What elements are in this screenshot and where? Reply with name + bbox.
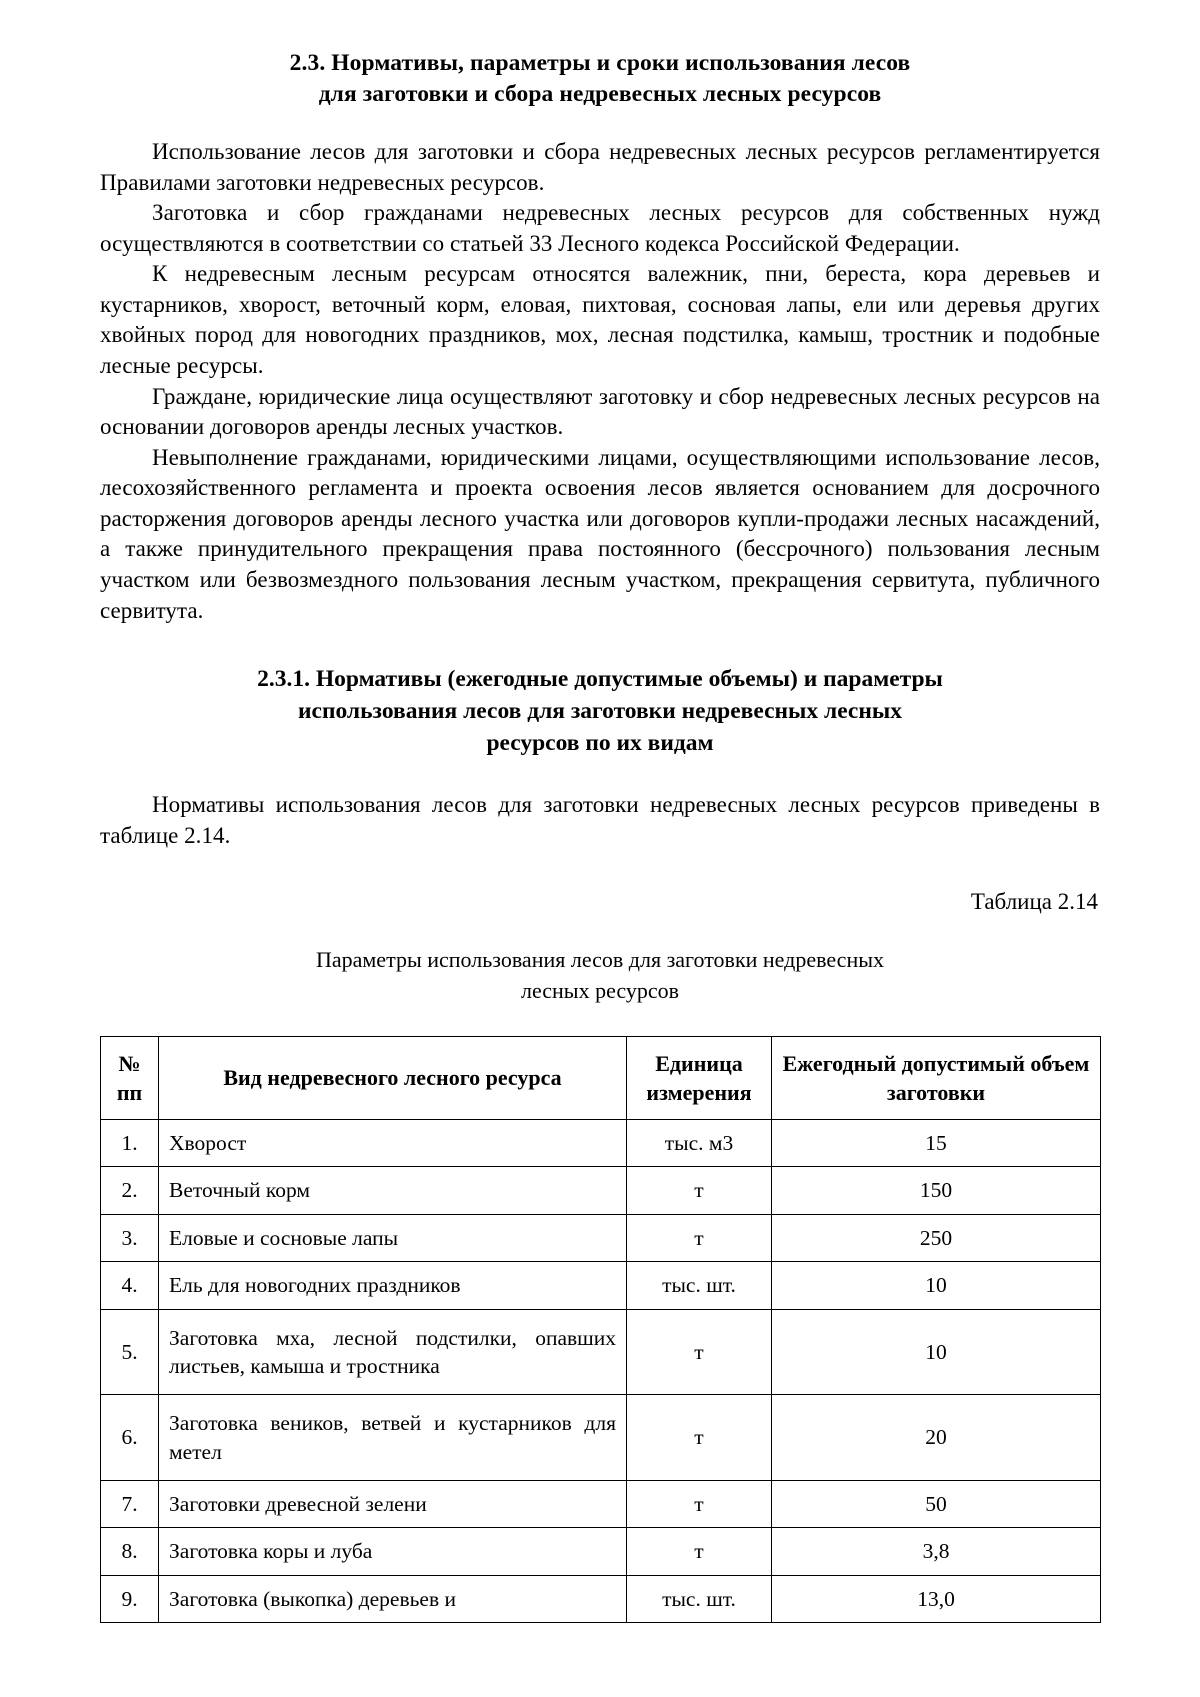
spacer	[100, 111, 1100, 137]
cell-resource: Заготовки древесной зелени	[159, 1481, 627, 1528]
table-header-row	[101, 1036, 1101, 1119]
spacer	[100, 915, 1100, 945]
cell-resource: Ель для новогодних праздников	[159, 1262, 627, 1309]
table-head	[101, 1036, 1101, 1119]
column-header-volume-line-1: Ежегодный допустимый объем	[782, 1050, 1090, 1076]
cell-resource: Заготовка мха, лесной подстилки, опавших листьев, камыша и тростника	[159, 1309, 627, 1395]
cell-resource: Заготовка коры и луба	[159, 1528, 627, 1575]
cell-number: 2.	[101, 1167, 159, 1214]
table-number-label: Таблица 2.14	[970, 889, 1098, 915]
table-row	[101, 1528, 1101, 1575]
cell-unit: тыс. шт.	[627, 1262, 772, 1309]
cell-unit: т	[627, 1481, 772, 1528]
cell-unit: тыс. шт.	[627, 1575, 772, 1622]
table-row	[101, 1309, 1101, 1395]
cell-volume: 13,0	[772, 1575, 1101, 1622]
cell-volume: 20	[772, 1395, 1101, 1481]
table-row	[101, 1262, 1101, 1309]
table-body	[101, 1120, 1101, 1623]
cell-unit: тыс. м3	[627, 1120, 772, 1167]
paragraph-2: Заготовка и сбор гражданами недревесных лесных ресурсов для собственных нужд осуществляются в соответствии со статьей 33 Лесного кодекса Российской Федерации.	[100, 200, 1100, 256]
spacer	[100, 1006, 1100, 1036]
cell-unit: т	[627, 1309, 772, 1395]
cell-unit: т	[627, 1167, 772, 1214]
column-header-volume	[772, 1036, 1101, 1119]
table-row	[101, 1167, 1101, 1214]
spacer	[100, 851, 1100, 889]
cell-number: 7.	[101, 1481, 159, 1528]
cell-unit: т	[627, 1528, 772, 1575]
column-header-unit-line-1: Единица	[655, 1050, 743, 1076]
cell-resource: Еловые и сосновые лапы	[159, 1214, 627, 1261]
cell-volume: 3,8	[772, 1528, 1101, 1575]
paragraph-1: Использование лесов для заготовки и сбора недревесных лесных ресурсов регламентируется Правилами заготовки недревесных ресурсов.	[100, 138, 1100, 195]
table-row	[101, 1120, 1101, 1167]
cell-volume: 250	[772, 1214, 1101, 1261]
parameters-table	[100, 1036, 1101, 1623]
cell-number: 9.	[101, 1575, 159, 1622]
section-heading-line-1: 2.3. Нормативы, параметры и сроки использования лесов	[289, 50, 911, 76]
cell-unit: т	[627, 1214, 772, 1261]
cell-resource: Заготовка веников, ветвей и кустарников для метел	[159, 1395, 627, 1481]
subsection-heading-line-2: использования лесов для заготовки недревесных лесных	[297, 698, 902, 725]
cell-number: 6.	[101, 1395, 159, 1481]
cell-resource: Заготовка (выкопка) деревьев и	[159, 1575, 627, 1622]
spacer	[100, 760, 1100, 790]
column-header-volume-line-2: заготовки	[886, 1079, 986, 1105]
cell-volume: 150	[772, 1167, 1101, 1214]
cell-volume: 15	[772, 1120, 1101, 1167]
cell-resource: Веточный корм	[159, 1167, 627, 1214]
table-caption	[100, 945, 1100, 1006]
cell-volume: 50	[772, 1481, 1101, 1528]
cell-number: 8.	[101, 1528, 159, 1575]
paragraph-4: Граждане, юридические лица осуществляют заготовку и сбор недревесных лесных ресурсов на основании договоров аренды лесных участков.	[100, 383, 1100, 440]
column-header-resource-line-1: Вид недревесного лесного ресурса	[223, 1065, 562, 1091]
subsection-intro-paragraph: Нормативы использования лесов для заготовки недревесных лесных ресурсов приведены в таблице 2.14.	[100, 792, 1100, 848]
spacer	[100, 626, 1100, 664]
section-heading-line-2: для заготовки и сбора недревесных лесных ресурсов	[318, 81, 882, 108]
section-heading	[100, 48, 1100, 111]
table-row	[101, 1395, 1101, 1481]
cell-resource: Хворост	[159, 1120, 627, 1167]
cell-number: 1.	[101, 1120, 159, 1167]
column-header-number-line-2: пп	[116, 1079, 143, 1105]
subsection-heading-line-1: 2.3.1. Нормативы (ежегодные допустимые объемы) и параметры	[257, 666, 943, 693]
table-row	[101, 1575, 1101, 1622]
paragraph-5: Невыполнение гражданами, юридическими лицами, осуществляющими использование лесов, лесохозяйственного регламента и проекта освоения лесов является основанием для досрочного расторжения договоров аренды лесного участка или договоров купли-продажи лесных насаждений, а также принудительного прекращения права постоянного (бессрочного) пользования лесным участком или безвозмездного пользования лесным участком, прекращения сервитута, публичного сервитута.	[100, 444, 1100, 623]
table-caption-line-1: Параметры использования лесов для заготовки недревесных	[315, 947, 885, 973]
column-header-number	[101, 1036, 159, 1119]
column-header-resource	[159, 1036, 627, 1119]
cell-number: 3.	[101, 1214, 159, 1261]
column-header-number-line-1: №	[118, 1050, 141, 1076]
cell-unit: т	[627, 1395, 772, 1481]
cell-volume: 10	[772, 1309, 1101, 1395]
paragraph-3: К недревесным лесным ресурсам относятся валежник, пни, береста, кора деревьев и кустарников, хворост, веточный корм, еловая, пихтовая, сосновая лапы, ели или деревья других хвойных пород для новогодних праздников, мох, лесная подстилка, камыш, тростник и подобные лесные ресурсы.	[100, 261, 1100, 379]
subsection-heading	[100, 664, 1100, 760]
cell-number: 5.	[101, 1309, 159, 1395]
cell-volume: 10	[772, 1262, 1101, 1309]
column-header-unit-line-2: измерения	[646, 1079, 752, 1105]
cell-number: 4.	[101, 1262, 159, 1309]
table-row	[101, 1481, 1101, 1528]
table-caption-line-2: лесных ресурсов	[520, 977, 680, 1003]
column-header-unit	[627, 1036, 772, 1119]
table-row	[101, 1214, 1101, 1261]
subsection-heading-line-3: ресурсов по их видам	[486, 730, 714, 757]
